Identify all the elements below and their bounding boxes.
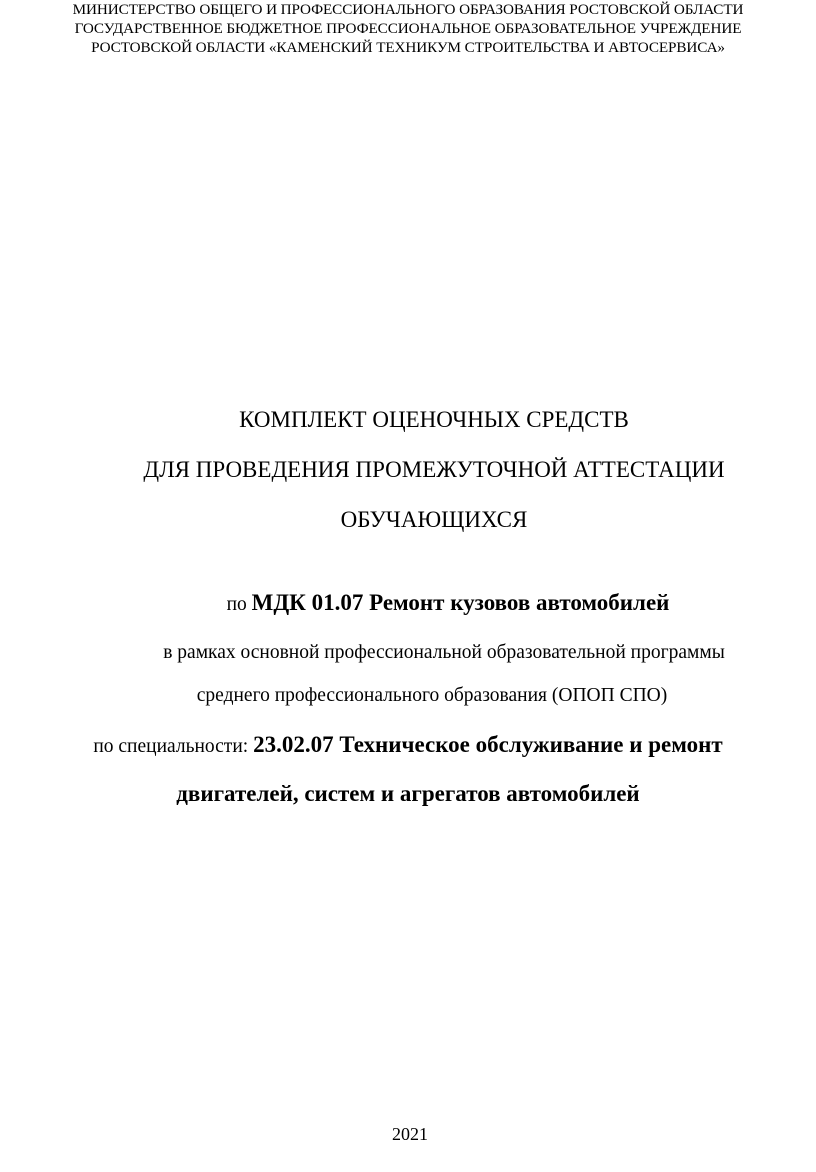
discipline-line [40, 589, 816, 617]
program-line2: среднего профессионального образования (ОПОП СПО) [196, 685, 668, 706]
specialty-name-line2: двигателей, систем и агрегатов автомобилей [176, 781, 640, 806]
header-institution-name: РОСТОВСКОЙ ОБЛАСТИ «КАМЕНСКИЙ ТЕХНИКУМ СТРОИТЕЛЬСТВА И АВТОСЕРВИСА» [91, 39, 725, 56]
specialty-line [0, 731, 816, 759]
program-line1: в рамках основной профессиональной образовательной программы [163, 642, 725, 663]
document-title-line3: ОБУЧАЮЩИХСЯ [340, 507, 528, 532]
header-ministry: МИНИСТЕРСТВО ОБЩЕГО И ПРОФЕССИОНАЛЬНОГО ОБРАЗОВАНИЯ РОСТОВСКОЙ ОБЛАСТИ [72, 1, 744, 18]
header-institution-type: ГОСУДАРСТВЕННОЕ БЮДЖЕТНОЕ ПРОФЕССИОНАЛЬНОЕ ОБРАЗОВАТЕЛЬНОЕ УЧРЕЖДЕНИЕ [74, 20, 742, 37]
specialty-name-line2-wrap [0, 780, 816, 808]
document-year: 2021 [392, 1124, 428, 1144]
document-title-line1: КОМПЛЕКТ ОЦЕНОЧНЫХ СРЕДСТВ [239, 407, 629, 432]
specialty-prefix: по специальности: [93, 736, 254, 757]
specialty-name-line1: 23.02.07 Техническое обслуживание и ремонт [253, 732, 723, 757]
document-title-line2: ДЛЯ ПРОВЕДЕНИЯ ПРОМЕЖУТОЧНОЙ АТТЕСТАЦИИ [143, 457, 725, 482]
discipline-name: МДК 01.07 Ремонт кузовов автомобилей [251, 590, 670, 615]
discipline-prefix: по [226, 594, 252, 615]
